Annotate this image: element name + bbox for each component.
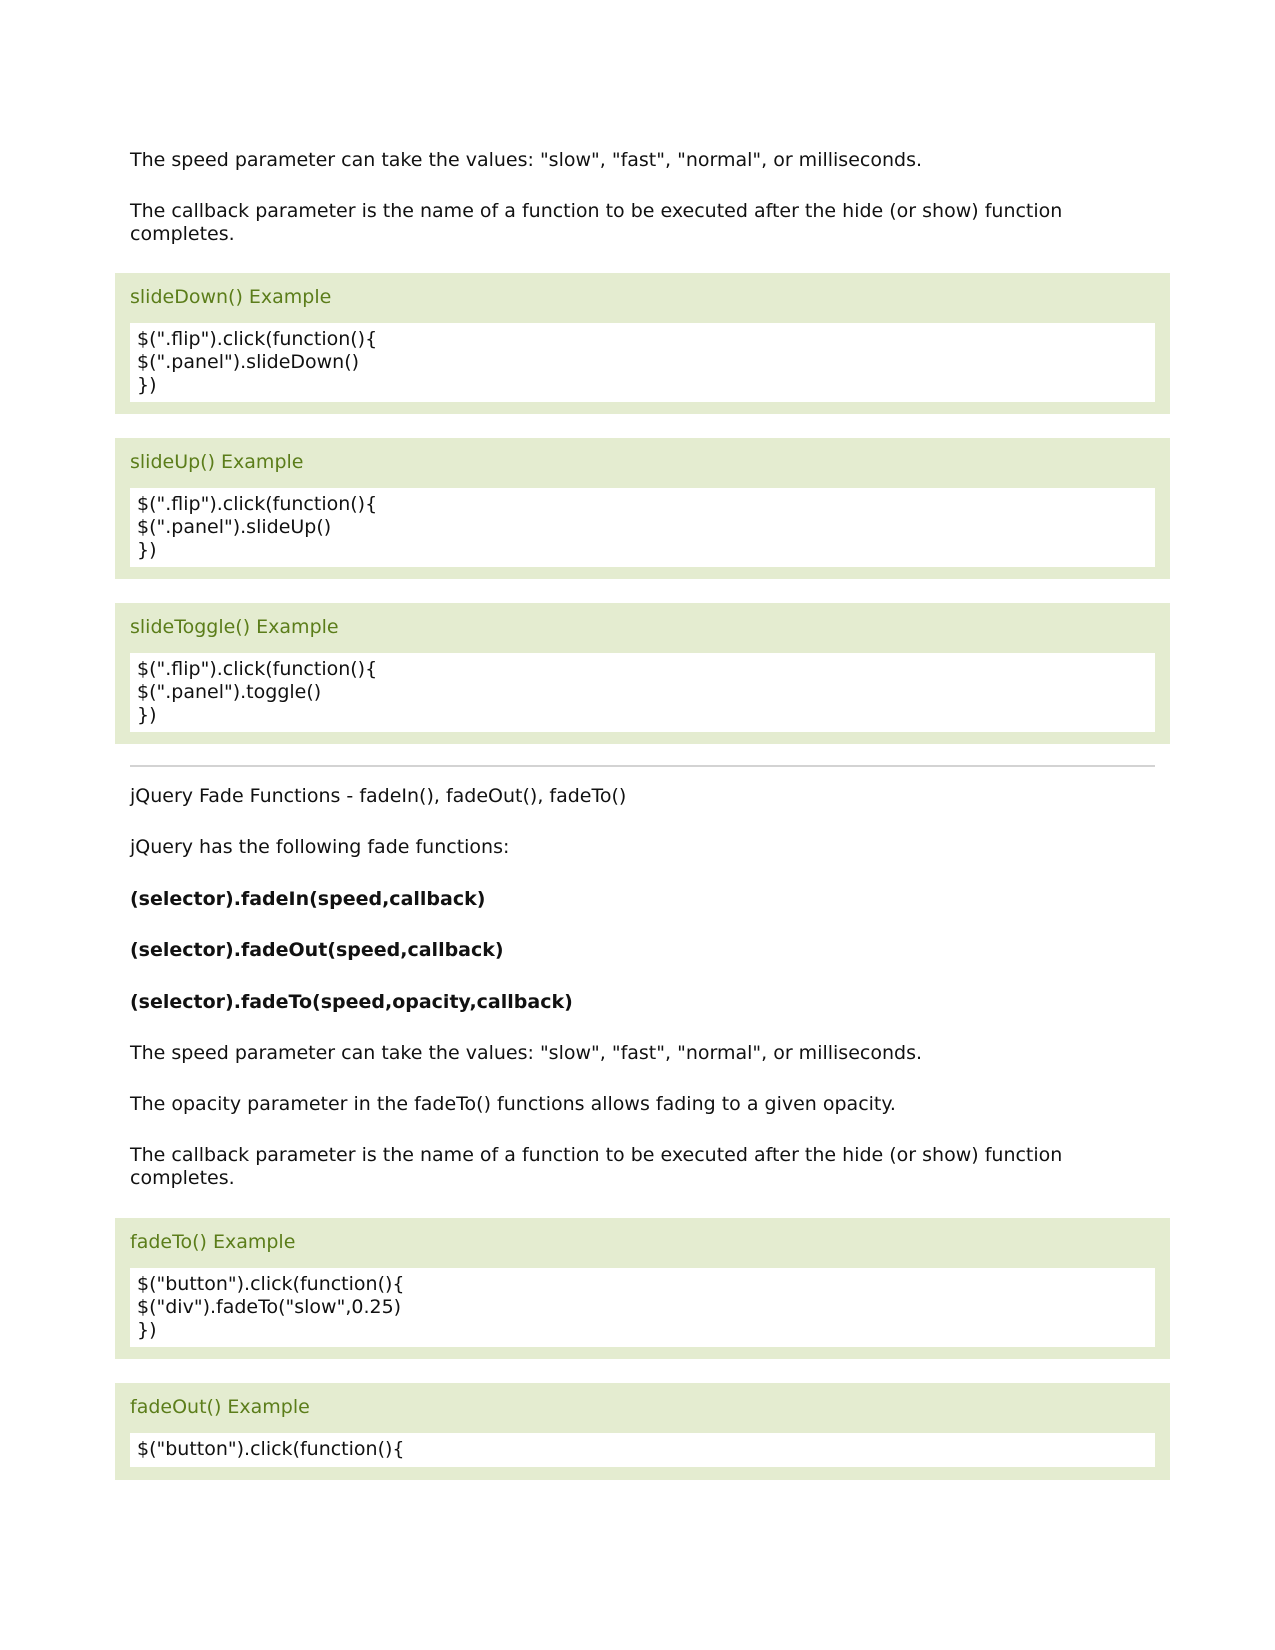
code-box	[130, 653, 1155, 732]
code-line: })	[137, 374, 157, 396]
code-box	[130, 1433, 1155, 1467]
opacity-parameter-text: The opacity parameter in the fadeTo() functions allows fading to a given opacity.	[130, 1093, 896, 1115]
code-line: })	[137, 539, 157, 561]
fadeout-syntax: (selector).fadeOut(speed,callback)	[130, 939, 504, 961]
callback-parameter-text: The callback parameter is the name of a function to be executed after the hide (or show) function completes.	[130, 200, 1063, 245]
slidedown-example	[115, 273, 1170, 414]
code-box	[130, 488, 1155, 567]
fade-section-intro: jQuery has the following fade functions:	[130, 836, 510, 858]
code-line: $(".flip").click(function(){	[137, 658, 378, 680]
fadein-syntax: (selector).fadeIn(speed,callback)	[130, 888, 486, 910]
code-line: $("div").fadeTo("slow",0.25)	[137, 1296, 402, 1318]
fadeto-syntax: (selector).fadeTo(speed,opacity,callback)	[130, 991, 573, 1013]
code-line: })	[137, 704, 157, 726]
code-line: $(".flip").click(function(){	[137, 328, 378, 350]
example-title: slideDown() Example	[130, 286, 332, 308]
code-box	[130, 1268, 1155, 1347]
code-line: })	[137, 1319, 157, 1341]
code-line: $("button").click(function(){	[137, 1438, 405, 1460]
example-title: fadeTo() Example	[130, 1231, 296, 1253]
code-line: $(".flip").click(function(){	[137, 493, 378, 515]
speed-parameter-text: The speed parameter can take the values: "slow", "fast", "normal", or milliseconds.	[130, 1042, 923, 1064]
code-line: $(".panel").toggle()	[137, 681, 322, 703]
example-title: fadeOut() Example	[130, 1396, 310, 1418]
speed-parameter-text: The speed parameter can take the values: "slow", "fast", "normal", or milliseconds.	[130, 149, 923, 171]
slideup-example	[115, 438, 1170, 579]
code-line: $("button").click(function(){	[137, 1273, 405, 1295]
example-title: slideUp() Example	[130, 451, 304, 473]
horizontal-divider	[130, 765, 1155, 767]
fadeto-example	[115, 1218, 1170, 1359]
code-box	[130, 323, 1155, 402]
slidetoggle-example	[115, 603, 1170, 744]
fadeout-example	[115, 1383, 1170, 1480]
example-title: slideToggle() Example	[130, 616, 339, 638]
callback-parameter-text: The callback parameter is the name of a function to be executed after the hide (or show) function completes.	[130, 1144, 1063, 1189]
fade-section-heading: jQuery Fade Functions - fadeIn(), fadeOut(), fadeTo()	[130, 785, 627, 807]
code-line: $(".panel").slideDown()	[137, 351, 360, 373]
code-line: $(".panel").slideUp()	[137, 516, 332, 538]
